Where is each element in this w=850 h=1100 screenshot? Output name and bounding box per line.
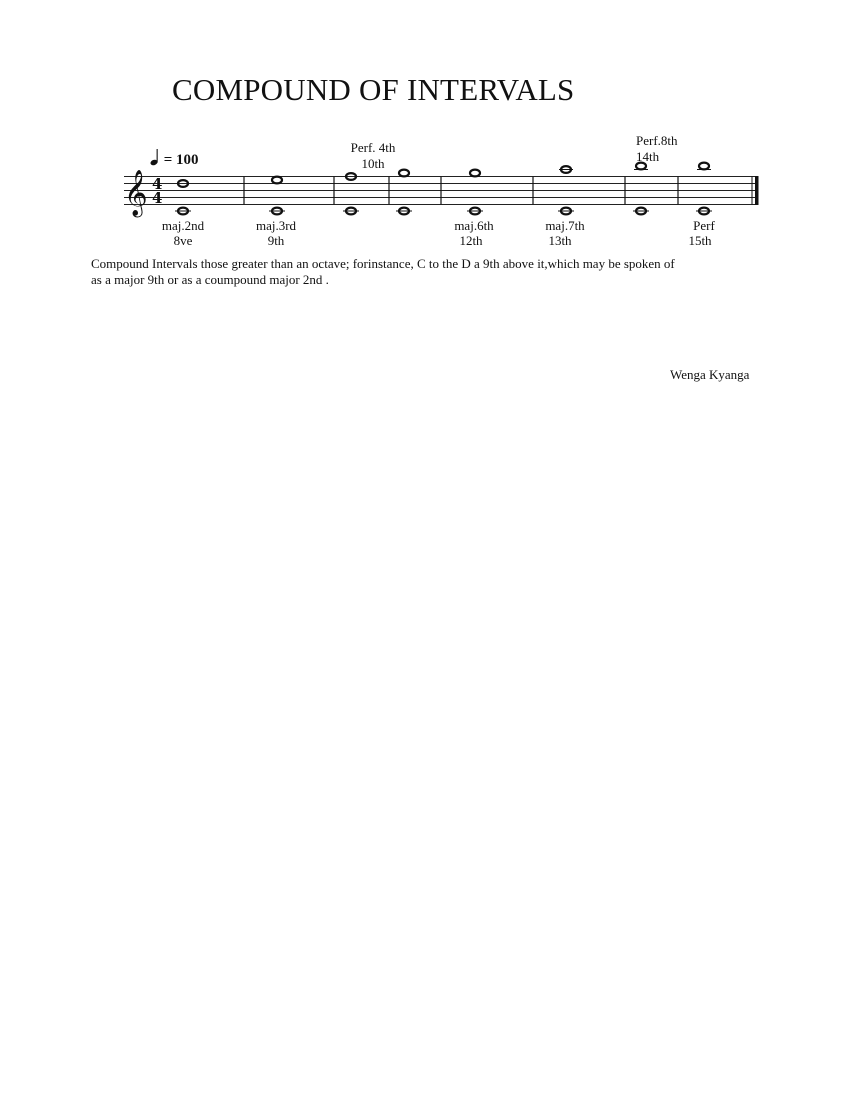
description-line-1: Compound Intervals those greater than an octave; forinstance, C to the D a 9th above it,which may be spoken of: [91, 256, 675, 271]
time-signature: [152, 175, 162, 207]
label-above-m7-line2: 14th: [636, 149, 660, 164]
label-below-m1-line2: 8ve: [173, 233, 193, 248]
music-staff: [0, 0, 850, 260]
label-below-m1-line1: maj.2nd: [161, 218, 205, 233]
label-above-m3-line1: Perf. 4th: [350, 140, 396, 155]
middle-c-m4: [396, 208, 412, 215]
whole-note-m8: [697, 163, 711, 170]
description-line-2: as a major 9th or as a coumpound major 2nd .: [91, 272, 329, 287]
tempo-label: = 100: [163, 152, 199, 168]
middle-c-m3: [343, 208, 359, 215]
middle-c-m5: [467, 208, 483, 215]
label-below-m8-line2: 15th: [688, 233, 712, 248]
label-below-m5-line2: 12th: [459, 233, 483, 248]
composer-name: Wenga Kyanga: [670, 367, 750, 382]
label-below-m6-line1: maj.7th: [545, 218, 585, 233]
whole-note-m6: [559, 166, 573, 173]
whole-note-m4: [399, 170, 409, 177]
lower-notes: [175, 208, 712, 215]
middle-c-m7: [633, 208, 649, 215]
middle-c-m8: [696, 208, 712, 215]
label-below-m5-line1: maj.6th: [454, 218, 494, 233]
whole-note-m2: [272, 177, 282, 184]
label-below-m8-line1: Perf: [693, 218, 715, 233]
label-below-m2-line2: 9th: [267, 233, 285, 248]
label-below-m2-line1: maj.3rd: [255, 218, 297, 233]
score-title: COMPOUND OF INTERVALS: [172, 72, 575, 107]
label-above-m3-line2: 10th: [361, 156, 385, 171]
whole-note-m5: [470, 170, 480, 177]
treble-clef-icon: 𝄞: [124, 170, 148, 216]
svg-text:4: 4: [152, 189, 163, 207]
label-above-m7-line1: Perf.8th: [636, 133, 678, 148]
svg-text:4: 4: [152, 175, 163, 193]
description-text: [91, 256, 781, 288]
middle-c-m2: [269, 208, 285, 215]
label-below-m6-line2: 13th: [548, 233, 572, 248]
middle-c-m1: [175, 208, 191, 215]
middle-c-m6: [558, 208, 574, 215]
